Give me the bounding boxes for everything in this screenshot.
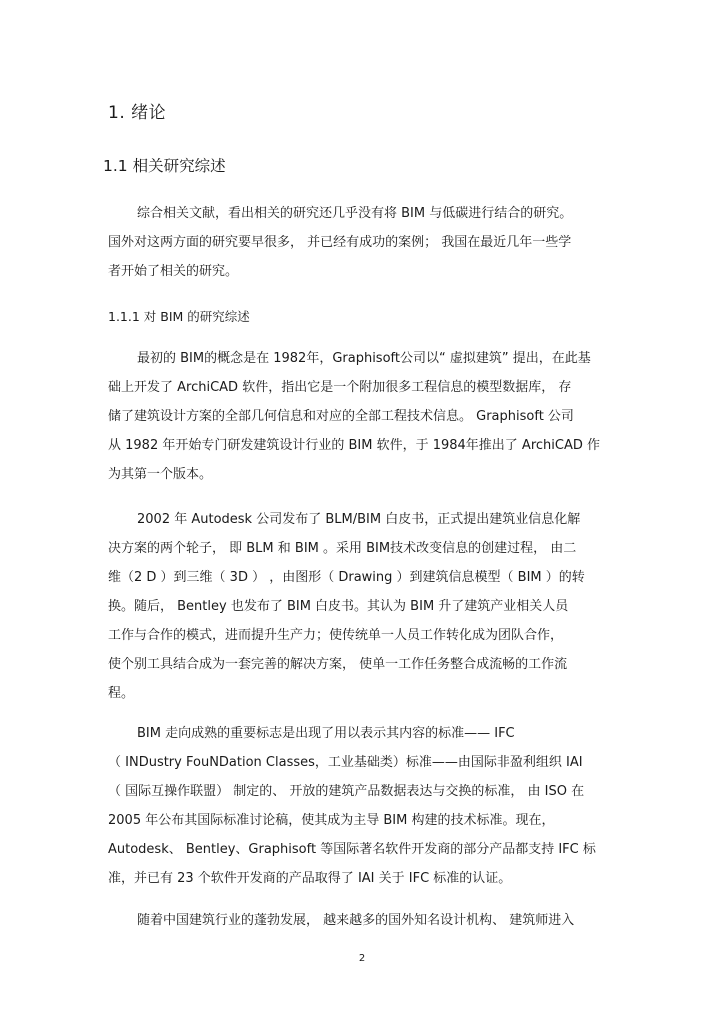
- subsection-heading: 1.1.1 对 BIM 的研究综述: [108, 309, 250, 324]
- paragraph-bim-origin: [108, 344, 616, 489]
- text-line: 综合相关文献，看出相关的研究还几乎没有将 BIM 与低碳进行结合的研究。: [137, 206, 573, 221]
- text-line: 准，并已有 23 个软件开发商的产品取得了 IAI 关于 IFC 标准的认证。: [108, 871, 512, 886]
- text-line: 础上开发了 ArchiCAD 软件，指出它是一个附加很多工程信息的模型数据库， 存: [108, 380, 572, 395]
- text-line: 国外对这两方面的研究要早很多， 并已经有成功的案例； 我国在最近几年一些学: [108, 235, 572, 250]
- text-line: Autodesk、 Bentley、Graphisoft 等国际著名软件开发商的部分产品都支持 IFC 标: [108, 842, 596, 857]
- paragraph-autodesk: [108, 505, 616, 708]
- text-line: 2002 年 Autodesk 公司发布了 BLM/BIM 白皮书，正式提出建筑业信息化解: [137, 512, 581, 527]
- text-line: 最初的 BIM的概念是在 1982年，Graphisoft公司以“ 虚拟建筑” 提出，在此基: [137, 351, 591, 366]
- text-line: （ INDustry FouNDation Classes，工业基础类）标准——由国际非盈利组织 IAI: [108, 755, 583, 770]
- text-line: 换。随后， Bentley 也发布了 BIM 白皮书。其认为 BIM 升了建筑产业相关人员: [108, 599, 569, 614]
- paragraph-intro: [108, 199, 616, 286]
- text-line: 随着中国建筑行业的蓬勃发展， 越来越多的国外知名设计机构、 建筑师进入: [137, 913, 575, 928]
- text-line: 储了建筑设计方案的全部几何信息和对应的全部工程技术信息。 Graphisoft 公司: [108, 409, 574, 424]
- text-line: 为其第一个版本。: [108, 467, 213, 482]
- text-line: 2005 年公布其国际标准讨论稿，使其成为主导 BIM 构建的技术标准。现在，: [108, 813, 555, 828]
- text-line: 从 1982 年开始专门研发建筑设计行业的 BIM 软件，于 1984年推出了 ArchiCAD 作: [108, 438, 600, 453]
- text-line: BIM 走向成熟的重要标志是出现了用以表示其内容的标准—— IFC: [137, 726, 515, 741]
- section-heading: 1.1 相关研究综述: [103, 157, 226, 175]
- page-number: 2: [358, 953, 366, 964]
- paragraph-ifc: [108, 719, 616, 893]
- text-line: 程。: [108, 686, 135, 701]
- text-line: 工作与合作的模式，进而提升生产力；使传统单一人员工作转化成为团队合作，: [108, 628, 564, 643]
- paragraph-china: [108, 906, 616, 935]
- text-line: 者开始了相关的研究。: [108, 264, 239, 279]
- chapter-heading: 1. 绪论: [108, 103, 167, 123]
- text-line: 维（2 D ）到三维（ 3D ） ，由图形（ Drawing ）到建筑信息模型（ BIM ）的转: [108, 570, 585, 585]
- text-line: 决方案的两个轮子， 即 BLM 和 BIM 。采用 BIM技术改变信息的创建过程， 由二: [108, 541, 577, 556]
- text-line: 使个别工具结合成为一套完善的解决方案， 使单一工作任务整合成流畅的工作流: [108, 657, 568, 672]
- text-line: （ 国际互操作联盟） 制定的、 开放的建筑产品数据表达与交换的标准， 由 ISO 在: [108, 784, 585, 799]
